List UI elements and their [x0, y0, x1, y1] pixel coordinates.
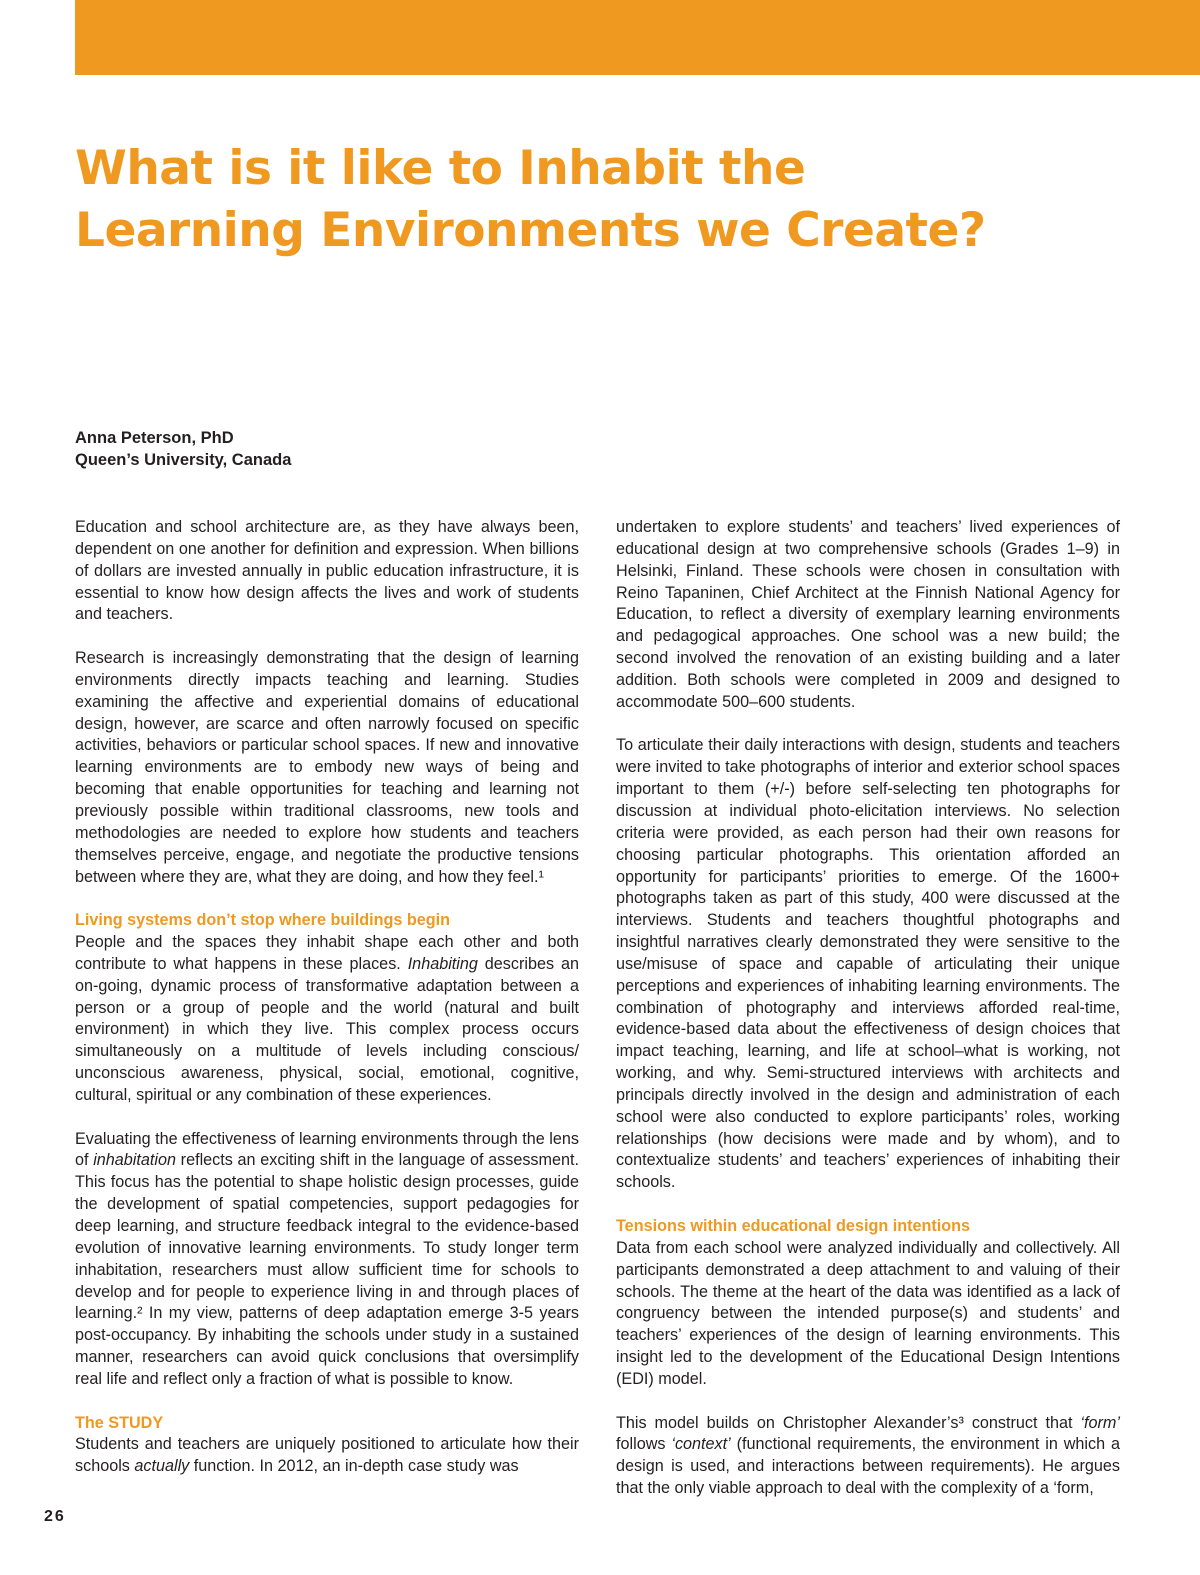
- paragraph: Data from each school were analyzed individually and collectively. All participants demonstrated a deep attachment to and valuing of their schools. The theme at the heart of the data was identified as a lack of congruency between the intended purpose(s) and students’ and teachers’ experiences of the design of learning environments. This insight led to the development of the Educational Design Intentions (EDI) model.: [616, 1238, 1120, 1388]
- paragraph: Education and school architecture are, as they have always been, dependent on one another for definition and expression. When billions of dollars are invested annually in public education infrastructure, it is essential to know how design affects the lives and work of students and teachers.: [75, 518, 579, 624]
- paragraph: To articulate their daily interactions with design, students and teachers were invited to take photographs of interior and exterior school spaces important to them (+/-) before self-selecting ten photographs for discussion at individual photo-elicitation interviews. No selection criteria were provided, as each person had their own reasons for choosing particular photographs. This orientation afforded an opportunity for participants’ priorities to emerge. Of the 1600+ photographs taken as part of this study, 400 were discussed at the interviews. Students and teachers thoughtful photographs and insightful narratives clearly demonstrated they were sensitive to the use/misuse of space and capable of articulating their unique perceptions and experiences of inhabiting learning environments. The combination of photography and interviews afforded real-time, evidence-based data about the effectiveness of design choices that impact teaching, learning, and life at school–what is working, not working, and why. Semi-structured interviews with architects and principals directly involved in the design and administration of each school were also conducted to explore participants’ roles, working relationships (how decisions were made and by whom), and to contextualize students’ and teachers’ experiences of inhabiting their schools.: [616, 736, 1120, 1192]
- paragraph-text: (functional requirements, the environment in which a design is used, and interactions between requirements). He argues that the only viable approach to deal with the complexity of a ‘form,: [616, 1435, 1120, 1498]
- paragraph-text: People and the spaces they inhabit shape each other and both contribute to what happens in these places.: [75, 933, 579, 973]
- article-title-line-1: What is it like to Inhabit the: [75, 141, 806, 196]
- paragraph: [75, 1129, 579, 1391]
- paragraph: [616, 1413, 1120, 1500]
- emphasis-text: ‘form’: [1080, 1413, 1120, 1432]
- paragraph-text: Evaluating the effectiveness of learning environments through the lens of: [75, 1129, 579, 1170]
- section-heading: The STUDY: [75, 1413, 164, 1432]
- section-heading: Living systems don’t stop where buildings begin: [75, 911, 451, 930]
- paragraph-text: follows: [616, 1435, 672, 1454]
- emphasis-text: inhabitation: [93, 1151, 176, 1170]
- paragraph-text: describes an on-going, dynamic process of transformative adaptation between a person or a group of people and the world (natural and built environment) in which they live. This complex process occurs simultaneously on a multitude of levels including conscious/ unconscious awareness, physical, social, emotional, cognitive, cultural, spiritual or any combination of these experiences.: [75, 954, 579, 1104]
- article-title-line-2: Learning Environments we Create?: [75, 203, 986, 258]
- emphasis-text: actually: [134, 1457, 190, 1476]
- emphasis-text: ‘context’: [671, 1435, 731, 1454]
- article-title: [75, 138, 1075, 262]
- paragraph-text: function. In 2012, an in-depth case study was: [189, 1457, 519, 1476]
- page-number: 26: [44, 1508, 66, 1525]
- section-heading: Tensions within educational design intentions: [616, 1217, 971, 1235]
- left-column: [75, 517, 579, 1478]
- paragraph: undertaken to explore students’ and teachers’ lived experiences of educational design at two comprehensive schools (Grades 1–9) in Helsinki, Finland. These schools were chosen in consultation with Reino Tapaninen, Chief Architect at the Finnish National Agency for Education, to reflect a diversity of exemplary learning environments and pedagogical approaches. One school was a new build; the second involved the renovation of an existing building and a later addition. Both schools were completed in 2009 and designed to accommodate 500–600 students.: [616, 518, 1120, 711]
- paragraph: [75, 1434, 579, 1478]
- paragraph-text: reflects an exciting shift in the language of assessment. This focus has the potential to shape holistic design processes, guide the development of spatial competencies, support pedagogies for deep learning, and structure feedback integral to the evidence-based evolution of innovative learning environments. To study longer term inhabitation, researchers must allow sufficient time for schools to develop and for people to experience living in and through places of learning.² In my view, patterns of deep adaptation emerge 3-5 years post-occupancy. By inhabiting the schools under study in a sustained manner, researchers can avoid quick conclusions that oversimplify real life and reflect only a fraction of what is possible to know.: [75, 1151, 579, 1388]
- emphasis-text: Inhabiting: [407, 954, 478, 973]
- paragraph: Research is increasingly demonstrating that the design of learning environments directly impacts teaching and learning. Studies examining the affective and experiential domains of educational design, however, are scarce and often narrowly focused on specific activities, behaviors or particular school spaces. If new and innovative learning environments are to embody new ways of being and becoming that enable opportunities for teaching and learning not previously possible within traditional classrooms, new tools and methodologies are needed to explore how students and teachers themselves perceive, engage, and negotiate the productive tensions between where they are, what they are doing, and how they feel.¹: [75, 649, 579, 886]
- paragraph-text: Students and teachers are uniquely positioned to articulate how their schools: [75, 1435, 579, 1476]
- paragraph-text: This model builds on Christopher Alexander’s³ construct that: [616, 1413, 1081, 1432]
- header-accent-bar: [75, 0, 1200, 75]
- author-name: Anna Peterson, PhD: [75, 429, 234, 447]
- author-block: [75, 427, 291, 471]
- author-affiliation: Queen’s University, Canada: [75, 451, 292, 469]
- right-column: [616, 517, 1120, 1500]
- paragraph: [75, 932, 579, 1107]
